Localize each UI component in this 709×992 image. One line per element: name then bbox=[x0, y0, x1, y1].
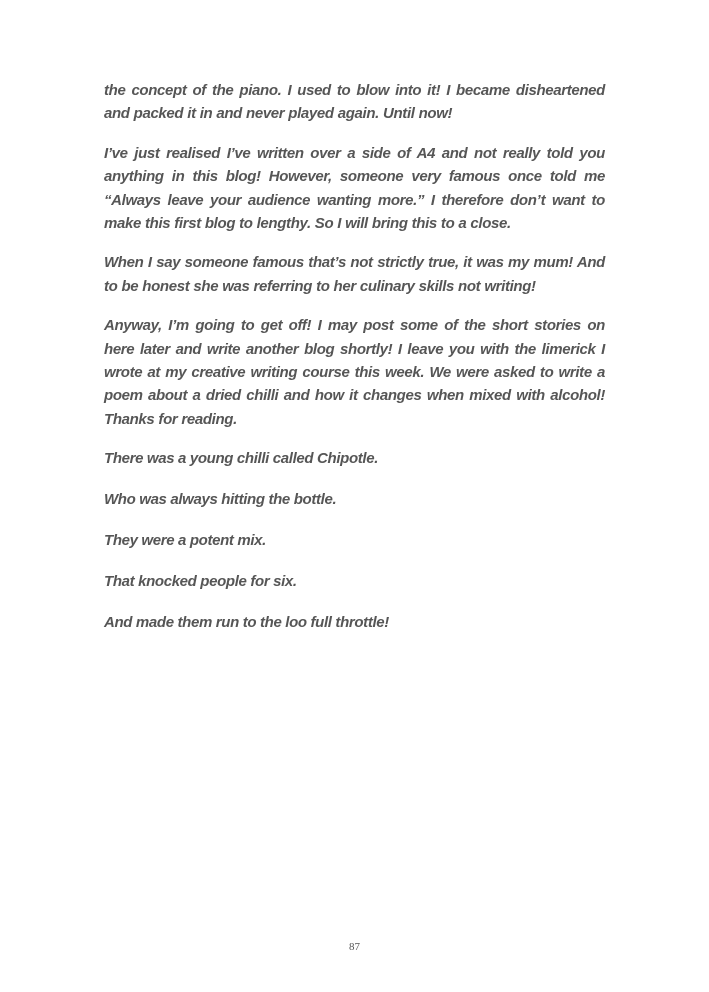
page-number: 87 bbox=[349, 941, 360, 953]
limerick-line-2: Who was always hitting the bottle. bbox=[104, 491, 337, 509]
limerick-line-3: They were a potent mix. bbox=[104, 532, 266, 550]
page-body bbox=[104, 79, 605, 652]
limerick-line-5: And made them run to the loo full throttle! bbox=[104, 613, 389, 631]
limerick-line-1: There was a young chilli called Chipotle. bbox=[104, 450, 379, 468]
paragraph-mum: When I say someone famous that’s not strictly true, it was my mum! And to be honest she was referring to her culinary skills not writing! bbox=[104, 254, 605, 295]
limerick-line-4: That knocked people for six. bbox=[104, 573, 297, 590]
paragraph-limerick-intro: Anyway, I’m going to get off! I may post some of the short stories on here later and write another blog shortly! I leave you with the limerick I wrote at my creative writing course this week. We were asked to write a poem about a dried chilli and how it changes when mixed with alcohol! Thanks for reading. bbox=[104, 317, 605, 428]
paragraph-piano: the concept of the piano. I used to blow into it! I became disheartened and packed it in and never played again. Until now! bbox=[104, 82, 605, 123]
limerick bbox=[104, 447, 605, 634]
paragraph-side-of-a4: I’ve just realised I’ve written over a side of A4 and not really told you anything in this blog! However, someone very famous once told me “Always leave your audience wanting more.” I therefore don’t want to make this first blog to lengthy. So I will bring this to a close. bbox=[104, 144, 605, 233]
